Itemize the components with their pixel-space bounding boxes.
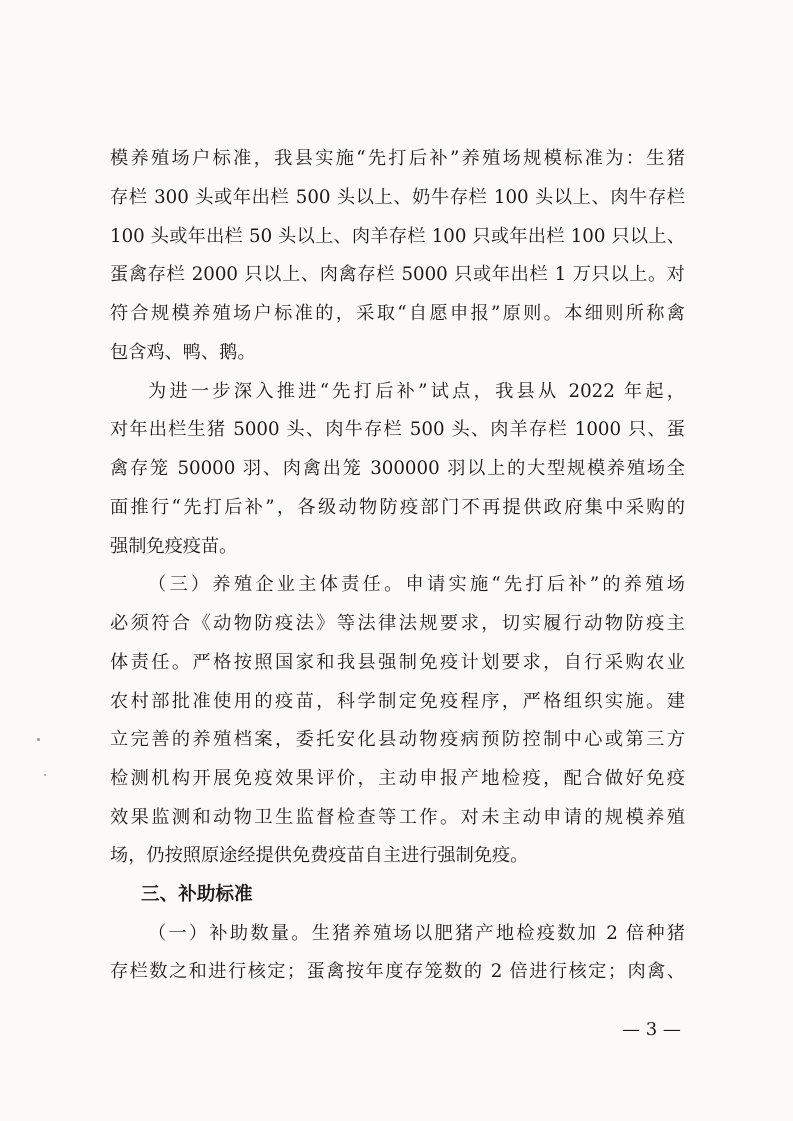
paragraph-1-line-2: 存栏 300 头或年出栏 500 头以上、奶牛存栏 100 头以上、肉牛存栏 [110,187,685,208]
paragraph-2-line-2: 对年出栏生猪 5000 头、肉牛存栏 500 头、肉羊存栏 1000 只、蛋 [110,419,685,440]
paragraph-3-line-6: 检测机构开展免疫效果评价，主动申报产地检疫，配合做好免疫 [110,768,685,789]
paragraph-2-line-3: 禽存笼 50000 羽、肉禽出笼 300000 羽以上的大型规模养殖场全 [110,458,685,479]
paragraph-3-line-7: 效果监测和动物卫生监督检查等工作。对未主动申请的规模养殖 [110,807,685,828]
final-paragraph-line-2: 存栏数之和进行核定；蛋禽按年度存笼数的 2 倍进行核定；肉禽、 [110,961,685,982]
paragraph-3-line-2: 必须符合《动物防疫法》等法律法规要求，切实履行动物防疫主 [110,613,685,634]
paragraph-1-line-3: 100 头或年出栏 50 头以上、肉羊存栏 100 只或年出栏 100 只以上、 [110,226,685,247]
paragraph-3-line-5: 立完善的养殖档案，委托安化县动物疫病预防控制中心或第三方 [110,729,685,750]
paragraph-3-line-8: 场，仍按照原途经提供免费疫苗自主进行强制免疫。 [110,845,529,866]
paragraph-2-line-5: 强制免疫疫苗。 [110,536,238,557]
section-heading: 三、补助标准 [141,884,253,905]
final-paragraph-line-1: （一）补助数量。生猪养殖场以肥猪产地检疫数加 2 倍种猪 [148,923,685,944]
paragraph-1-line-4: 蛋禽存栏 2000 只以上、肉禽存栏 5000 只或年出栏 1 万只以上。对 [110,264,685,285]
scan-speck [44,774,46,776]
paragraph-2-line-4: 面推行“先打后补”，各级动物防疫部门不再提供政府集中采购的 [110,497,685,518]
paragraph-3-line-4: 农村部批准使用的疫苗，科学制定免疫程序，严格组织实施。建 [110,691,685,712]
paragraph-1-line-5: 符合规模养殖场户标准的，采取“自愿申报”原则。本细则所称禽 [110,303,685,324]
paragraph-3-line-1: （三）养殖企业主体责任。申请实施“先打后补”的养殖场 [148,574,685,595]
paragraph-1-line-1: 模养殖场户标准，我县实施“先打后补”养殖场规模标准为：生猪 [110,148,685,169]
paragraph-3-line-3: 体责任。严格按照国家和我县强制免疫计划要求，自行采购农业 [110,652,685,673]
scan-speck [37,738,40,741]
page-number: — 3 — [622,1019,681,1040]
paragraph-1-line-6: 包含鸡、鸭、鹅。 [110,342,256,363]
paragraph-2-line-1: 为进一步深入推进“先打后补”试点，我县从 2022 年起， [148,381,685,402]
